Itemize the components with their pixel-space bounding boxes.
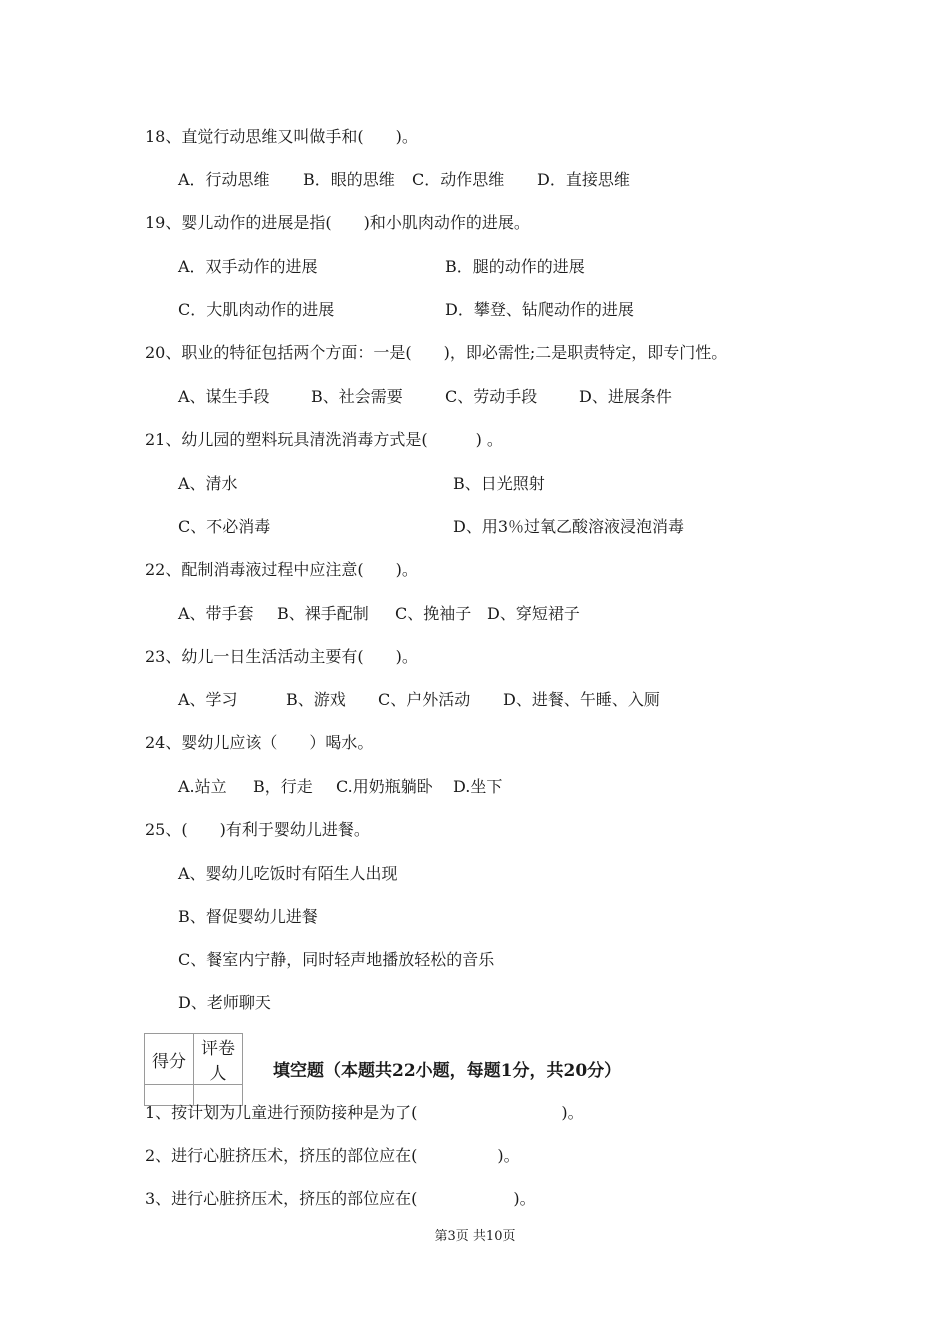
score-box xyxy=(144,1033,243,1106)
option-21-a: A、清水 xyxy=(178,474,238,493)
option-19-c: C．大肌肉动作的进展 xyxy=(178,300,335,319)
question-24: 24、婴幼儿应该（ ）喝水。 xyxy=(145,733,374,752)
question-23: 23、幼儿一日生活活动主要有( )。 xyxy=(145,647,418,666)
option-18-a: A．行动思维 xyxy=(178,170,270,189)
option-21-b: B、日光照射 xyxy=(453,474,545,493)
question-19: 19、婴儿动作的进展是指( )和小肌肉动作的进展。 xyxy=(145,213,530,232)
fill-question-2: 2、进行心脏挤压术，挤压的部位应在( )。 xyxy=(145,1146,520,1165)
section-title: 填空题（本题共22小题，每题1分，共20分） xyxy=(273,1061,622,1081)
option-20-c: C、劳动手段 xyxy=(445,387,538,406)
score-label: 得分 xyxy=(145,1034,194,1085)
option-22-b: B、裸手配制 xyxy=(277,604,369,623)
option-18-b: B．眼的思维 xyxy=(303,170,395,189)
question-22: 22、配制消毒液过程中应注意( )。 xyxy=(145,560,418,579)
question-20: 20、职业的特征包括两个方面：一是( )，即必需性;二是职责特定，即专门性。 xyxy=(145,343,728,362)
option-19-b: B．腿的动作的进展 xyxy=(445,257,585,276)
option-25-d: D、老师聊天 xyxy=(178,993,271,1012)
option-21-d: D、用3％过氧乙酸溶液浸泡消毒 xyxy=(453,517,685,536)
fill-question-3: 3、进行心脏挤压术，挤压的部位应在( )。 xyxy=(145,1189,536,1208)
option-25-c: C、餐室内宁静，同时轻声地播放轻松的音乐 xyxy=(178,950,495,969)
fill-question-1: 1、按计划为儿童进行预防接种是为了( )。 xyxy=(145,1103,584,1122)
option-20-b: B、社会需要 xyxy=(311,387,403,406)
option-23-d: D、进餐、午睡、入厕 xyxy=(503,690,660,709)
option-22-a: A、带手套 xyxy=(178,604,254,623)
option-21-c: C、不必消毒 xyxy=(178,517,271,536)
option-24-c: C.用奶瓶躺卧 xyxy=(336,777,433,796)
option-19-d: D．攀登、钻爬动作的进展 xyxy=(445,300,634,319)
option-20-d: D、进展条件 xyxy=(579,387,672,406)
option-23-a: A、学习 xyxy=(178,690,238,709)
option-23-c: C、户外活动 xyxy=(378,690,471,709)
option-20-a: A、谋生手段 xyxy=(178,387,270,406)
option-24-a: A.站立 xyxy=(178,777,227,796)
option-19-a: A．双手动作的进展 xyxy=(178,257,318,276)
option-18-c: C．动作思维 xyxy=(412,170,505,189)
option-22-d: D、穿短裙子 xyxy=(487,604,580,623)
option-25-a: A、婴幼儿吃饭时有陌生人出现 xyxy=(178,864,398,883)
option-24-b: B，行走 xyxy=(253,777,313,796)
option-22-c: C、挽袖子 xyxy=(395,604,472,623)
question-18: 18、直觉行动思维又叫做手和( )。 xyxy=(145,127,418,146)
grader-label: 评卷人 xyxy=(194,1034,243,1085)
option-24-d: D.坐下 xyxy=(453,777,503,796)
option-23-b: B、游戏 xyxy=(286,690,346,709)
option-18-d: D．直接思维 xyxy=(537,170,630,189)
page-number: 第3页 共10页 xyxy=(434,1229,516,1244)
question-21: 21、幼儿园的塑料玩具清洗消毒方式是( ) 。 xyxy=(145,430,503,449)
option-25-b: B、督促婴幼儿进餐 xyxy=(178,907,318,926)
question-25: 25、( )有利于婴幼儿进餐。 xyxy=(145,820,370,839)
